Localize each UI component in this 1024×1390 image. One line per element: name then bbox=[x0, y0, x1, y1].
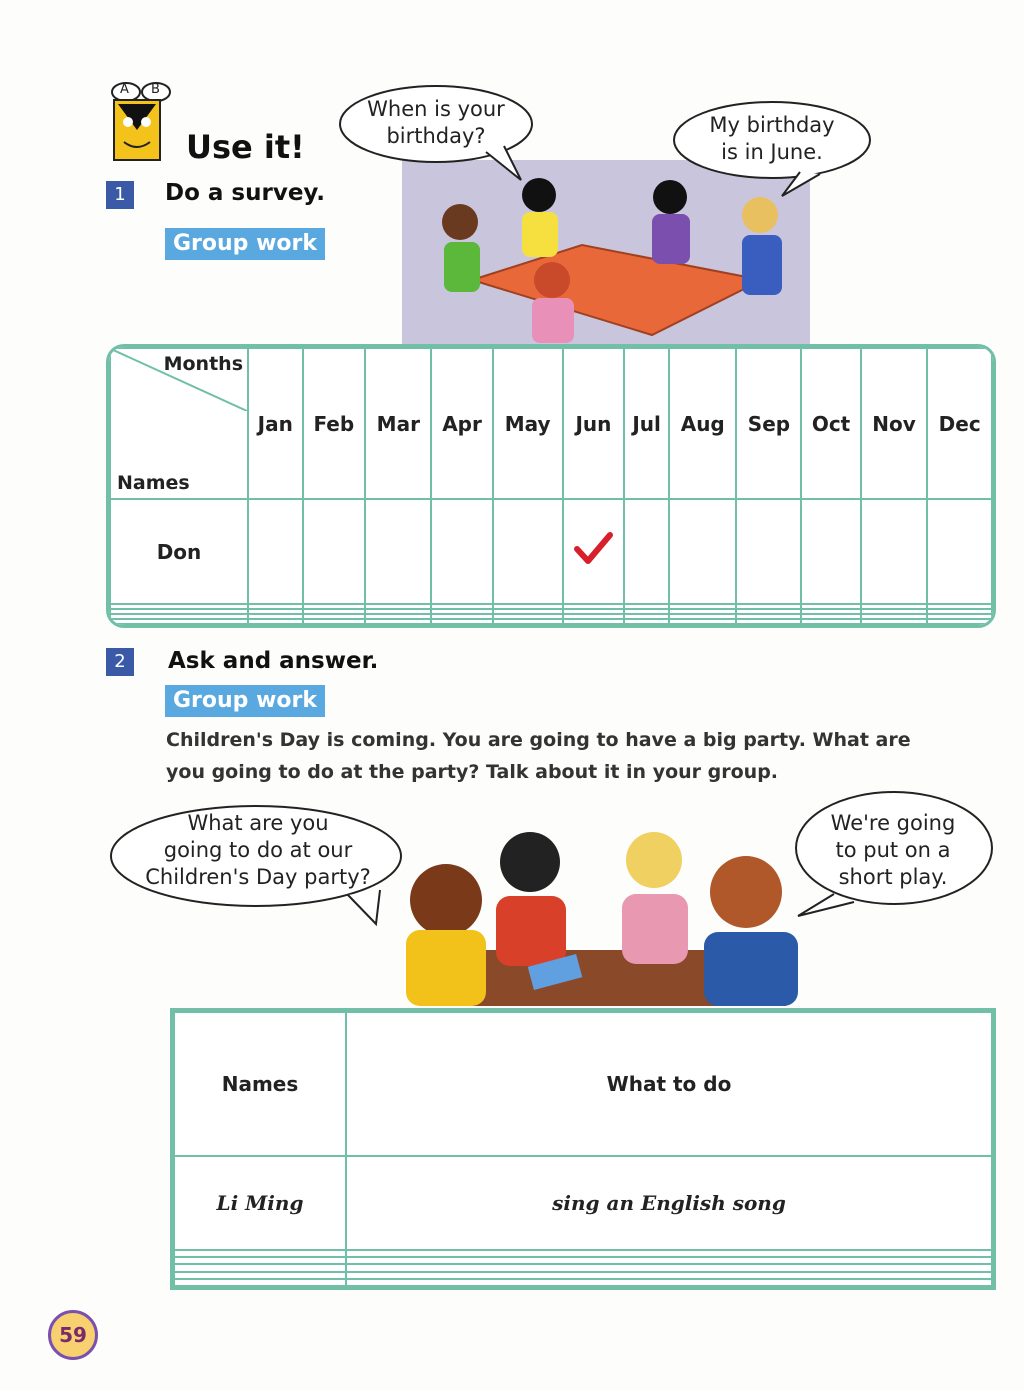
month-header: Aug bbox=[669, 348, 736, 499]
party-row bbox=[174, 1264, 992, 1271]
section-2-instructions bbox=[166, 724, 996, 788]
party-activity-cell[interactable] bbox=[346, 1279, 992, 1286]
survey-month-cell[interactable] bbox=[861, 619, 928, 624]
survey-month-cell[interactable] bbox=[431, 499, 492, 604]
party-row bbox=[174, 1257, 992, 1264]
names-header: Names bbox=[174, 1012, 346, 1156]
corner-months-label: Months bbox=[163, 353, 243, 375]
party-activity-cell[interactable] bbox=[346, 1272, 992, 1279]
what-to-do-header: What to do bbox=[346, 1012, 992, 1156]
section-1-number: 1 bbox=[106, 181, 134, 209]
survey-month-cell[interactable] bbox=[563, 619, 625, 624]
survey-month-cell[interactable] bbox=[563, 499, 625, 604]
party-activity-cell[interactable] bbox=[346, 1250, 992, 1257]
corner-names-label: Names bbox=[117, 472, 190, 495]
survey-month-cell[interactable] bbox=[624, 619, 669, 624]
party-plan-table bbox=[170, 1008, 996, 1290]
month-header: Jul bbox=[624, 348, 669, 499]
month-header: Feb bbox=[303, 348, 366, 499]
speech-bubble-party-question bbox=[108, 800, 408, 926]
birthday-survey-table bbox=[106, 344, 996, 628]
survey-month-cell[interactable] bbox=[431, 619, 492, 624]
party-question-line-2: going to do at our bbox=[163, 838, 353, 862]
party-answer-line-3: short play. bbox=[838, 865, 948, 889]
section-1-title: Do a survey. bbox=[165, 180, 326, 206]
survey-month-cell[interactable] bbox=[365, 619, 431, 624]
page-title: Use it! bbox=[186, 128, 305, 166]
month-header: Jun bbox=[563, 348, 625, 499]
bubble-answer-line-1: My birthday bbox=[709, 113, 835, 137]
month-header: Oct bbox=[801, 348, 860, 499]
section-1-group-tag: Group work bbox=[165, 228, 325, 260]
survey-month-cell[interactable] bbox=[861, 499, 928, 604]
survey-month-cell[interactable] bbox=[248, 619, 303, 624]
party-activity-cell[interactable]: sing an English song bbox=[346, 1156, 992, 1250]
survey-row bbox=[110, 499, 992, 604]
party-activity-cell[interactable] bbox=[346, 1257, 992, 1264]
page-number: 59 bbox=[59, 1323, 87, 1347]
survey-month-cell[interactable] bbox=[736, 619, 801, 624]
survey-month-cell[interactable] bbox=[624, 499, 669, 604]
party-row bbox=[174, 1250, 992, 1257]
survey-month-cell[interactable] bbox=[927, 619, 992, 624]
section-2-group-tag: Group work bbox=[165, 685, 325, 717]
party-question-line-1: What are you bbox=[187, 811, 329, 835]
month-header: Nov bbox=[861, 348, 928, 499]
logo-letter-b: B bbox=[151, 82, 160, 97]
month-header: Mar bbox=[365, 348, 431, 499]
survey-name-cell[interactable]: Don bbox=[110, 499, 248, 604]
survey-month-cell[interactable] bbox=[736, 499, 801, 604]
bubble-answer-line-2: is in June. bbox=[721, 140, 823, 164]
instruction-line-2: you going to do at the party? Talk about it in your group. bbox=[166, 761, 779, 783]
party-name-cell[interactable] bbox=[174, 1257, 346, 1264]
survey-month-cell[interactable] bbox=[303, 499, 366, 604]
month-header: Dec bbox=[927, 348, 992, 499]
party-illustration bbox=[386, 820, 820, 1006]
survey-month-cell[interactable] bbox=[493, 499, 563, 604]
survey-month-cell[interactable] bbox=[801, 619, 860, 624]
check-mark-icon bbox=[573, 531, 613, 567]
party-name-cell[interactable] bbox=[174, 1250, 346, 1257]
survey-month-cell[interactable] bbox=[493, 619, 563, 624]
month-header: Jan bbox=[248, 348, 303, 499]
survey-month-cell[interactable] bbox=[669, 499, 736, 604]
party-name-cell[interactable] bbox=[174, 1264, 346, 1271]
survey-name-cell[interactable] bbox=[110, 619, 248, 624]
speech-bubble-party-answer bbox=[790, 786, 996, 918]
speech-bubble-question bbox=[336, 82, 536, 182]
party-name-cell[interactable]: Li Ming bbox=[174, 1156, 346, 1250]
ab-logo bbox=[104, 82, 182, 164]
party-name-cell[interactable] bbox=[174, 1279, 346, 1286]
logo-letter-a: A bbox=[120, 82, 129, 97]
party-row bbox=[174, 1279, 992, 1286]
party-row bbox=[174, 1272, 992, 1279]
section-2-number: 2 bbox=[106, 648, 134, 676]
corner-header bbox=[110, 348, 248, 499]
party-answer-line-1: We're going bbox=[830, 811, 956, 835]
instruction-line-1: Children's Day is coming. You are going to have a big party. What are bbox=[166, 729, 911, 751]
month-header: May bbox=[493, 348, 563, 499]
month-header: Sep bbox=[736, 348, 801, 499]
month-header: Apr bbox=[431, 348, 492, 499]
survey-month-cell[interactable] bbox=[365, 499, 431, 604]
party-name-cell[interactable] bbox=[174, 1272, 346, 1279]
page-number-badge bbox=[48, 1310, 98, 1360]
survey-row bbox=[110, 619, 992, 624]
survey-month-cell[interactable] bbox=[927, 499, 992, 604]
party-activity-cell[interactable] bbox=[346, 1264, 992, 1271]
section-2-title: Ask and answer. bbox=[168, 648, 379, 674]
party-row bbox=[174, 1156, 992, 1250]
survey-month-cell[interactable] bbox=[303, 619, 366, 624]
party-question-line-3: Children's Day party? bbox=[145, 865, 371, 889]
bubble-question-line-2: birthday? bbox=[386, 124, 486, 148]
speech-bubble-answer bbox=[670, 98, 874, 198]
bubble-question-line-1: When is your bbox=[367, 97, 505, 121]
survey-month-cell[interactable] bbox=[669, 619, 736, 624]
party-answer-line-2: to put on a bbox=[835, 838, 951, 862]
survey-month-cell[interactable] bbox=[248, 499, 303, 604]
survey-month-cell[interactable] bbox=[801, 499, 860, 604]
